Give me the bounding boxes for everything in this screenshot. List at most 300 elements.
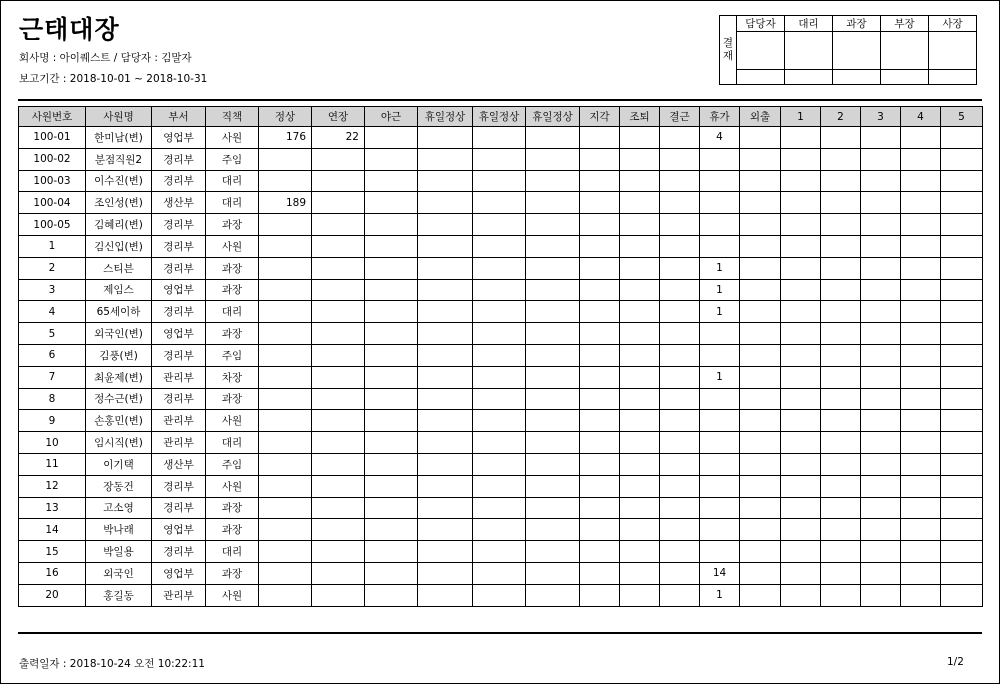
table-cell: [473, 235, 526, 257]
table-cell: [740, 148, 781, 170]
table-cell: [526, 432, 580, 454]
table-cell: [526, 366, 580, 388]
print-date: 출력일자 : 2018-10-24 오전 10:22:11: [19, 658, 205, 670]
table-cell: [781, 192, 821, 214]
column-header: 휴일정상: [473, 107, 526, 127]
table-cell: 주임: [206, 148, 259, 170]
table-cell: 외국인(변): [86, 323, 152, 345]
table-cell: 대리: [206, 301, 259, 323]
table-cell: [473, 519, 526, 541]
table-cell: [740, 235, 781, 257]
table-cell: [941, 388, 983, 410]
table-cell: [700, 214, 740, 236]
table-cell: [526, 323, 580, 345]
table-cell: [821, 388, 861, 410]
table-cell: [660, 541, 700, 563]
table-cell: [781, 344, 821, 366]
table-cell: [473, 541, 526, 563]
table-cell: [580, 192, 620, 214]
table-cell: 관리부: [152, 410, 206, 432]
table-cell: [861, 257, 901, 279]
table-cell: [781, 366, 821, 388]
table-cell: [660, 366, 700, 388]
table-cell: [901, 562, 941, 584]
table-cell: [861, 148, 901, 170]
table-cell: [740, 388, 781, 410]
table-cell: [473, 410, 526, 432]
table-cell: [620, 453, 660, 475]
table-row: [19, 235, 983, 257]
table-cell: [418, 323, 473, 345]
table-cell: 이기택: [86, 453, 152, 475]
table-cell: [901, 344, 941, 366]
table-cell: 경리부: [152, 497, 206, 519]
table-cell: [473, 366, 526, 388]
table-cell: [365, 170, 418, 192]
table-cell: [660, 562, 700, 584]
table-row: [19, 562, 983, 584]
page-number: 1/2: [947, 656, 964, 668]
table-cell: 사원: [206, 127, 259, 149]
table-cell: [473, 323, 526, 345]
table-cell: [901, 584, 941, 606]
table-cell: 생산부: [152, 192, 206, 214]
approval-date-cell: [881, 70, 929, 85]
table-cell: 경리부: [152, 214, 206, 236]
table-cell: [700, 148, 740, 170]
table-cell: 1: [19, 235, 86, 257]
table-cell: [781, 148, 821, 170]
table-cell: [526, 344, 580, 366]
table-cell: [580, 366, 620, 388]
table-cell: [580, 388, 620, 410]
table-cell: [660, 323, 700, 345]
table-cell: 과장: [206, 257, 259, 279]
table-cell: [526, 301, 580, 323]
table-cell: [312, 279, 365, 301]
table-cell: 경리부: [152, 344, 206, 366]
table-cell: 영업부: [152, 323, 206, 345]
table-cell: [861, 279, 901, 301]
table-cell: 과장: [206, 562, 259, 584]
table-cell: [418, 127, 473, 149]
table-cell: [620, 235, 660, 257]
table-cell: [418, 214, 473, 236]
approval-sign-cell: [881, 32, 929, 70]
table-cell: 외국인: [86, 562, 152, 584]
table-cell: [526, 475, 580, 497]
table-cell: 고소영: [86, 497, 152, 519]
table-cell: [740, 301, 781, 323]
table-cell: 영업부: [152, 279, 206, 301]
table-row: [19, 584, 983, 606]
table-cell: [620, 497, 660, 519]
table-cell: [821, 453, 861, 475]
table-cell: [861, 192, 901, 214]
table-cell: [781, 127, 821, 149]
column-header: 정상: [259, 107, 312, 127]
table-cell: [821, 584, 861, 606]
table-cell: [740, 127, 781, 149]
table-cell: [418, 453, 473, 475]
table-cell: [861, 366, 901, 388]
table-cell: [901, 432, 941, 454]
table-cell: 6: [19, 344, 86, 366]
table-cell: [901, 475, 941, 497]
table-cell: [580, 170, 620, 192]
table-cell: [821, 192, 861, 214]
table-row: [19, 497, 983, 519]
table-cell: 영업부: [152, 127, 206, 149]
table-cell: [418, 432, 473, 454]
approval-sign-cell: [737, 32, 785, 70]
table-cell: 생산부: [152, 453, 206, 475]
table-cell: 100-02: [19, 148, 86, 170]
table-cell: [781, 475, 821, 497]
table-cell: [740, 475, 781, 497]
table-cell: [821, 235, 861, 257]
table-cell: 관리부: [152, 432, 206, 454]
table-cell: [473, 301, 526, 323]
table-cell: [365, 323, 418, 345]
table-cell: 경리부: [152, 541, 206, 563]
table-cell: [901, 127, 941, 149]
table-row: [19, 344, 983, 366]
table-cell: [312, 410, 365, 432]
table-cell: [941, 541, 983, 563]
table-cell: [941, 192, 983, 214]
table-cell: [526, 562, 580, 584]
table-cell: [312, 214, 365, 236]
table-cell: [259, 410, 312, 432]
table-cell: [941, 344, 983, 366]
table-cell: [620, 541, 660, 563]
table-cell: [740, 519, 781, 541]
table-cell: [941, 214, 983, 236]
table-cell: [660, 453, 700, 475]
table-cell: [861, 214, 901, 236]
table-cell: [473, 497, 526, 519]
table-cell: [740, 257, 781, 279]
table-cell: [781, 388, 821, 410]
table-cell: [740, 192, 781, 214]
table-cell: 과장: [206, 214, 259, 236]
table-cell: [861, 127, 901, 149]
table-cell: [580, 148, 620, 170]
table-cell: 15: [19, 541, 86, 563]
table-cell: [418, 148, 473, 170]
table-cell: [418, 170, 473, 192]
table-cell: [781, 497, 821, 519]
approval-position: 사장: [929, 16, 977, 32]
table-cell: [312, 432, 365, 454]
column-header: 사원번호: [19, 107, 86, 127]
table-cell: [941, 453, 983, 475]
table-cell: [941, 279, 983, 301]
table-cell: [312, 235, 365, 257]
table-cell: 1: [700, 301, 740, 323]
table-cell: [580, 432, 620, 454]
table-cell: 14: [19, 519, 86, 541]
table-cell: 과장: [206, 323, 259, 345]
table-cell: [861, 497, 901, 519]
table-cell: 손홍민(변): [86, 410, 152, 432]
attendance-table: [18, 106, 983, 607]
table-cell: 대리: [206, 170, 259, 192]
table-cell: 20: [19, 584, 86, 606]
table-cell: [365, 388, 418, 410]
table-cell: [526, 214, 580, 236]
table-cell: [580, 475, 620, 497]
table-cell: [580, 344, 620, 366]
table-cell: [660, 235, 700, 257]
table-cell: [418, 257, 473, 279]
table-cell: [861, 432, 901, 454]
table-cell: 김혜리(변): [86, 214, 152, 236]
table-cell: [259, 257, 312, 279]
table-cell: [620, 301, 660, 323]
table-cell: [473, 279, 526, 301]
table-cell: 홍길동: [86, 584, 152, 606]
table-cell: [365, 410, 418, 432]
table-cell: 16: [19, 562, 86, 584]
table-cell: [901, 279, 941, 301]
table-cell: [620, 388, 660, 410]
table-cell: [660, 497, 700, 519]
table-cell: [901, 497, 941, 519]
table-cell: [901, 323, 941, 345]
column-header: 휴가: [700, 107, 740, 127]
table-cell: [365, 127, 418, 149]
table-cell: 사원: [206, 584, 259, 606]
table-cell: [700, 541, 740, 563]
table-cell: [473, 584, 526, 606]
table-cell: [740, 497, 781, 519]
table-cell: [821, 410, 861, 432]
table-cell: [312, 301, 365, 323]
table-cell: [620, 214, 660, 236]
table-row: [19, 432, 983, 454]
table-cell: [700, 410, 740, 432]
table-cell: [473, 192, 526, 214]
approval-box: [719, 15, 977, 85]
table-cell: [365, 562, 418, 584]
table-cell: 조인성(변): [86, 192, 152, 214]
table-cell: 3: [19, 279, 86, 301]
table-cell: [781, 323, 821, 345]
table-cell: 사원: [206, 410, 259, 432]
header-rule: [18, 99, 982, 101]
table-cell: 대리: [206, 192, 259, 214]
table-cell: [781, 410, 821, 432]
table-cell: [901, 257, 941, 279]
table-cell: [660, 214, 700, 236]
table-cell: [526, 257, 580, 279]
table-cell: [660, 127, 700, 149]
table-cell: [660, 148, 700, 170]
table-cell: [526, 410, 580, 432]
approval-date-cell: [785, 70, 833, 85]
table-cell: 1: [700, 279, 740, 301]
table-cell: [700, 519, 740, 541]
table-cell: [620, 584, 660, 606]
table-cell: [620, 475, 660, 497]
table-cell: [473, 214, 526, 236]
table-cell: [781, 235, 821, 257]
table-cell: [901, 192, 941, 214]
table-cell: [821, 475, 861, 497]
table-cell: [365, 475, 418, 497]
table-cell: [901, 388, 941, 410]
table-cell: 176: [259, 127, 312, 149]
table-row: [19, 192, 983, 214]
company-info: 회사명 : 아이퀘스트 / 담당자 : 김말자: [19, 52, 192, 64]
table-cell: [580, 235, 620, 257]
table-cell: [700, 453, 740, 475]
table-cell: [526, 170, 580, 192]
table-cell: [660, 432, 700, 454]
table-cell: [941, 562, 983, 584]
table-cell: [365, 257, 418, 279]
table-cell: [901, 170, 941, 192]
table-cell: [526, 519, 580, 541]
table-cell: [861, 453, 901, 475]
table-cell: 차장: [206, 366, 259, 388]
table-cell: [580, 279, 620, 301]
table-cell: [620, 432, 660, 454]
table-cell: [365, 214, 418, 236]
table-cell: [418, 344, 473, 366]
table-cell: [861, 519, 901, 541]
table-cell: [901, 235, 941, 257]
table-cell: [418, 519, 473, 541]
table-cell: [526, 148, 580, 170]
table-cell: [365, 235, 418, 257]
table-cell: 11: [19, 453, 86, 475]
table-cell: [312, 344, 365, 366]
table-cell: [901, 519, 941, 541]
table-cell: 경리부: [152, 301, 206, 323]
table-row: [19, 453, 983, 475]
table-cell: [526, 235, 580, 257]
table-cell: [418, 497, 473, 519]
table-cell: [901, 148, 941, 170]
table-cell: [365, 148, 418, 170]
table-cell: [781, 453, 821, 475]
table-cell: 스티븐: [86, 257, 152, 279]
table-cell: [660, 519, 700, 541]
table-cell: [861, 235, 901, 257]
table-cell: [781, 257, 821, 279]
table-cell: [821, 497, 861, 519]
table-cell: 과장: [206, 519, 259, 541]
table-cell: [781, 214, 821, 236]
table-cell: [901, 301, 941, 323]
table-cell: [365, 301, 418, 323]
table-cell: [781, 541, 821, 563]
table-cell: [821, 344, 861, 366]
table-cell: [259, 301, 312, 323]
table-cell: [901, 410, 941, 432]
column-header: 연장: [312, 107, 365, 127]
table-row: [19, 170, 983, 192]
table-cell: [821, 257, 861, 279]
column-header: 야근: [365, 107, 418, 127]
column-header: 휴일정상: [418, 107, 473, 127]
table-cell: [821, 562, 861, 584]
table-cell: 정수근(변): [86, 388, 152, 410]
table-cell: 1: [700, 366, 740, 388]
approval-position: 과장: [833, 16, 881, 32]
table-cell: 대리: [206, 432, 259, 454]
table-cell: [418, 475, 473, 497]
table-cell: [259, 562, 312, 584]
column-header: 결근: [660, 107, 700, 127]
table-cell: [473, 432, 526, 454]
table-cell: [781, 301, 821, 323]
table-cell: [580, 562, 620, 584]
table-cell: [312, 497, 365, 519]
table-cell: [365, 279, 418, 301]
table-cell: [861, 323, 901, 345]
table-cell: [901, 214, 941, 236]
table-cell: [821, 323, 861, 345]
table-cell: [861, 344, 901, 366]
table-cell: 제임스: [86, 279, 152, 301]
table-cell: [418, 562, 473, 584]
table-cell: [941, 432, 983, 454]
table-cell: [365, 584, 418, 606]
table-cell: [740, 541, 781, 563]
approval-sign-cell: [929, 32, 977, 70]
table-cell: [660, 192, 700, 214]
table-cell: [418, 541, 473, 563]
table-cell: [660, 388, 700, 410]
table-cell: 박나래: [86, 519, 152, 541]
table-cell: [418, 388, 473, 410]
table-cell: [700, 475, 740, 497]
footer-rule: [18, 632, 982, 634]
table-cell: [312, 257, 365, 279]
table-cell: [259, 148, 312, 170]
table-cell: [418, 584, 473, 606]
table-cell: [473, 453, 526, 475]
table-cell: [620, 127, 660, 149]
table-cell: [941, 323, 983, 345]
table-cell: [740, 279, 781, 301]
table-cell: 2: [19, 257, 86, 279]
table-cell: [660, 584, 700, 606]
table-cell: 경리부: [152, 257, 206, 279]
table-cell: [259, 475, 312, 497]
table-cell: [580, 410, 620, 432]
table-cell: [821, 301, 861, 323]
table-cell: [259, 323, 312, 345]
table-cell: [365, 192, 418, 214]
table-row: [19, 475, 983, 497]
table-cell: [526, 497, 580, 519]
table-cell: 4: [19, 301, 86, 323]
table-cell: [620, 562, 660, 584]
table-cell: [660, 170, 700, 192]
table-cell: [861, 584, 901, 606]
table-cell: 장동건: [86, 475, 152, 497]
table-cell: 22: [312, 127, 365, 149]
table-cell: [941, 257, 983, 279]
table-cell: 사원: [206, 475, 259, 497]
table-cell: [312, 323, 365, 345]
table-cell: [259, 541, 312, 563]
